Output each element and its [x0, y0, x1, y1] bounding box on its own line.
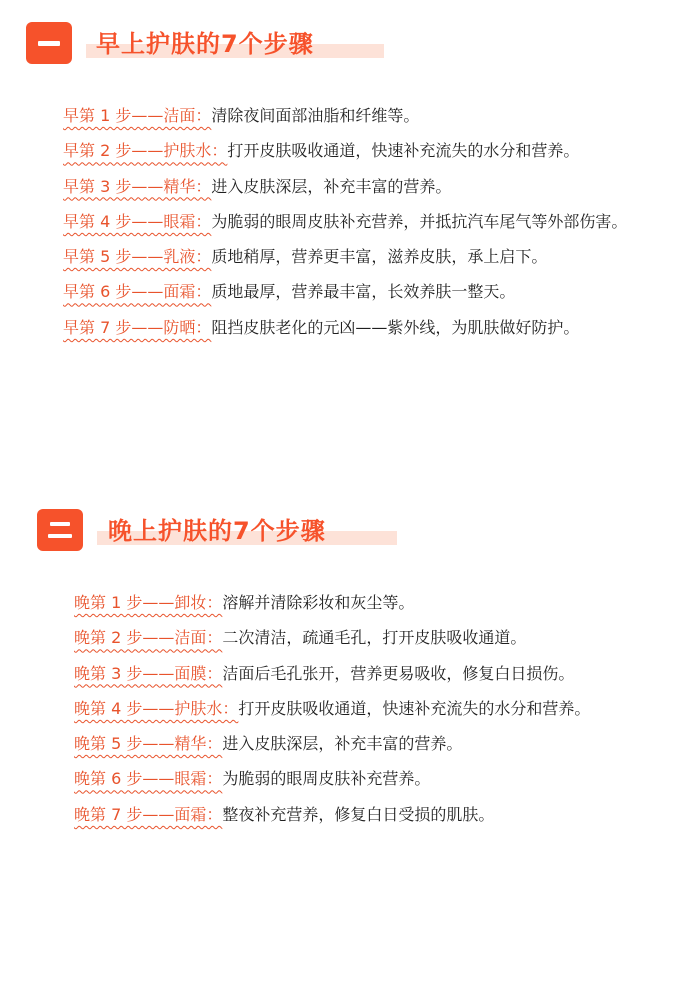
section-2-title: 晚上护肤的7个步骤: [108, 517, 326, 545]
step-label: 晚第 7 步——面霜：: [74, 804, 223, 824]
step-text: 为脆弱的眼周皮肤补充营养。: [222, 769, 431, 789]
step-text: 打开皮肤吸收通道，快速补充流失的水分和营养。: [227, 141, 580, 161]
step-label: 晚第 2 步——洁面：: [74, 628, 223, 648]
step-item: [31, 133, 643, 168]
step-text: 二次清洁，疏通毛孔，打开皮肤吸收通道。: [222, 628, 527, 648]
step-item: [31, 169, 643, 204]
section-2-steps: [42, 585, 654, 832]
step-item: [42, 761, 654, 796]
step-item: [42, 797, 654, 832]
step-text: 为脆弱的眼周皮肤补充营养，并抵抗汽车尾气等外部伤害。: [211, 211, 628, 231]
numeral-one-glyph: [38, 41, 60, 46]
step-text: 进入皮肤深层，补充丰富的营养。: [211, 176, 452, 196]
section-1-header: [26, 22, 386, 64]
step-text: 质地稍厚，营养更丰富，滋养皮肤，承上启下。: [211, 247, 548, 267]
section-number-one-badge: [26, 22, 72, 64]
step-item: [31, 239, 643, 274]
step-item: [42, 656, 654, 691]
step-label: 早第 6 步——面霜：: [63, 282, 212, 302]
step-label: 晚第 5 步——精华：: [74, 734, 223, 754]
step-label: 早第 4 步——眼霜：: [63, 211, 212, 231]
step-text: 质地最厚，营养最丰富，长效养肤一整天。: [211, 282, 516, 302]
section-2-header: [37, 509, 407, 551]
section-1-title: 早上护肤的7个步骤: [96, 30, 314, 58]
step-text: 溶解并清除彩妆和灰尘等。: [222, 593, 415, 612]
section-1-steps: [31, 98, 643, 345]
step-label: 晚第 3 步——面膜：: [74, 663, 223, 683]
step-text: 清除夜间面部油脂和纤维等。: [211, 106, 420, 125]
step-item: [42, 620, 654, 655]
section-number-two-badge: [37, 509, 83, 551]
numeral-two-top-stroke: [50, 522, 70, 526]
step-text: 进入皮肤深层，补充丰富的营养。: [222, 734, 463, 754]
step-label: 晚第 4 步——护肤水：: [74, 698, 239, 718]
step-item: [31, 204, 643, 239]
step-text: 洁面后毛孔张开，营养更易吸收，修复白日损伤。: [222, 663, 575, 683]
step-label: 早第 7 步——防晒：: [63, 317, 212, 337]
step-text: 打开皮肤吸收通道，快速补充流失的水分和营养。: [238, 698, 591, 718]
step-item: [31, 98, 643, 133]
step-item: [42, 726, 654, 761]
step-item: [31, 274, 643, 309]
step-label: 早第 5 步——乳液：: [63, 247, 212, 267]
step-label: 晚第 1 步——卸妆：: [74, 593, 223, 612]
step-label: 早第 3 步——精华：: [63, 176, 212, 196]
step-item: [31, 310, 643, 345]
step-item: [42, 585, 654, 620]
step-label: 早第 2 步——护肤水：: [63, 141, 228, 161]
step-item: [42, 691, 654, 726]
numeral-two-bottom-stroke: [48, 534, 72, 538]
step-label: 早第 1 步——洁面：: [63, 106, 212, 125]
step-label: 晚第 6 步——眼霜：: [74, 769, 223, 789]
step-text: 阻挡皮肤老化的元凶——紫外线，为肌肤做好防护。: [211, 317, 580, 337]
step-text: 整夜补充营养，修复白日受损的肌肤。: [222, 804, 495, 824]
